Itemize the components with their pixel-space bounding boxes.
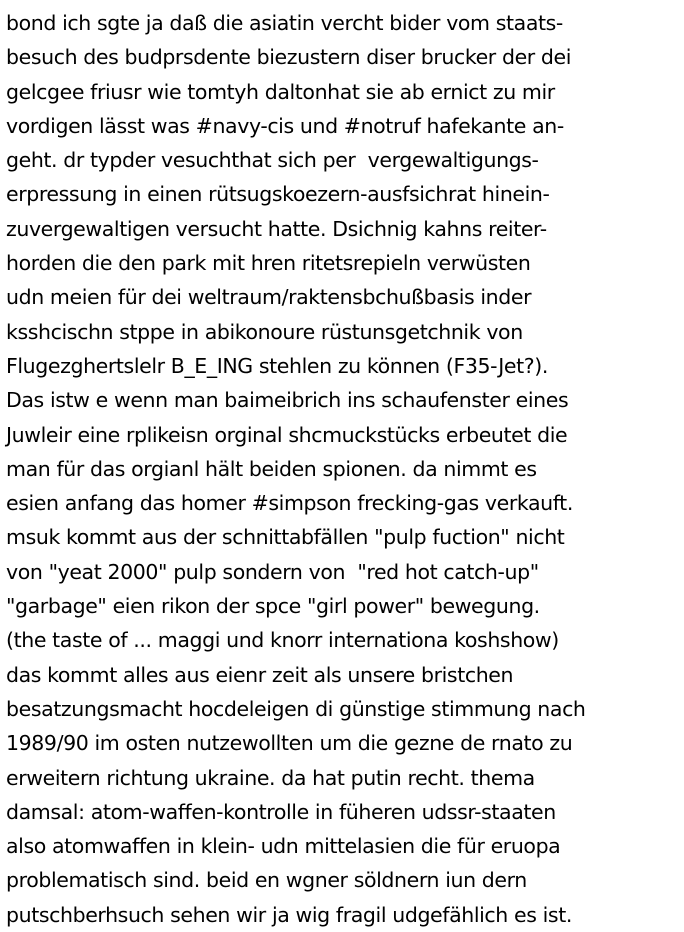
text-line: man für das orgianl hält beiden spionen. da nimmt es [6,456,537,481]
text-line: esien anfang das homer #simpson frecking-gas verkauft. [6,491,573,516]
text-line: putschberhsuch sehen wir ja wig fragil udgefählich es ist. [6,902,572,927]
body-text [6,6,684,932]
text-line: udn meien für dei weltraum/raktensbchußbasis inder [6,285,532,310]
text-line: gelcgee friusr wie tomtyh daltonhat sie ab ernict zu mir [6,79,555,104]
text-line: bond ich sgte ja daß die asiatin vercht bider vom staats- [6,11,563,35]
text-line: zuvergewaltigen versucht hatte. Dsichnig kahns reiter- [6,216,547,241]
text-line: das kommt alles aus eienr zeit als unsere bristchen [6,662,514,687]
text-line: besuch des budprsdente biezustern diser brucker der dei [6,45,572,70]
text-line: horden die den park mit hren ritetsrepieln verwüsten [6,251,531,276]
text-line: ksshcischn stppe in abikonoure rüstunsgetchnik von [6,319,523,344]
text-line: Flugezghertslelr B_E_ING stehlen zu können (F35-Jet?). [6,353,548,378]
text-line: msuk kommt aus der schnittabfällen "pulp fuction" nicht [6,525,565,550]
text-line: "garbage" eien rikon der spce "girl power" bewegung. [6,594,540,619]
text-line: damsal: atom-waffen-kontrolle in füheren udssr-staaten [6,799,556,824]
text-line: (the taste of ... maggi und knorr internationa koshshow) [6,628,559,653]
text-line: von "yeat 2000" pulp sondern von "red hot catch-up" [6,559,539,584]
text-line: problematisch sind. beid en wgner söldnern iun dern [6,868,527,893]
text-line: erpressung in einen rütsugskoezern-ausfsichrat hinein- [6,182,550,207]
text-line: Juwleir eine rplikeisn orginal shcmuckstücks erbeutet die [6,422,568,447]
text-line: also atomwaffen in klein- udn mittelasien die für eruopa [6,834,561,859]
text-line: vordigen lässt was #navy-cis und #notruf hafekante an- [6,113,564,138]
text-line: geht. dr typder vesuchthat sich per vergewaltigungs- [6,148,539,173]
text-line: erweitern richtung ukraine. da hat putin recht. thema [6,765,535,790]
text-line: 1989/90 im osten nutzewollten um die gezne de rnato zu [6,731,573,756]
text-line: besatzungsmacht hocdeleigen di günstige stimmung nach [6,696,586,721]
text-line: Das istw e wenn man baimeibrich ins schaufenster eines [6,388,569,413]
